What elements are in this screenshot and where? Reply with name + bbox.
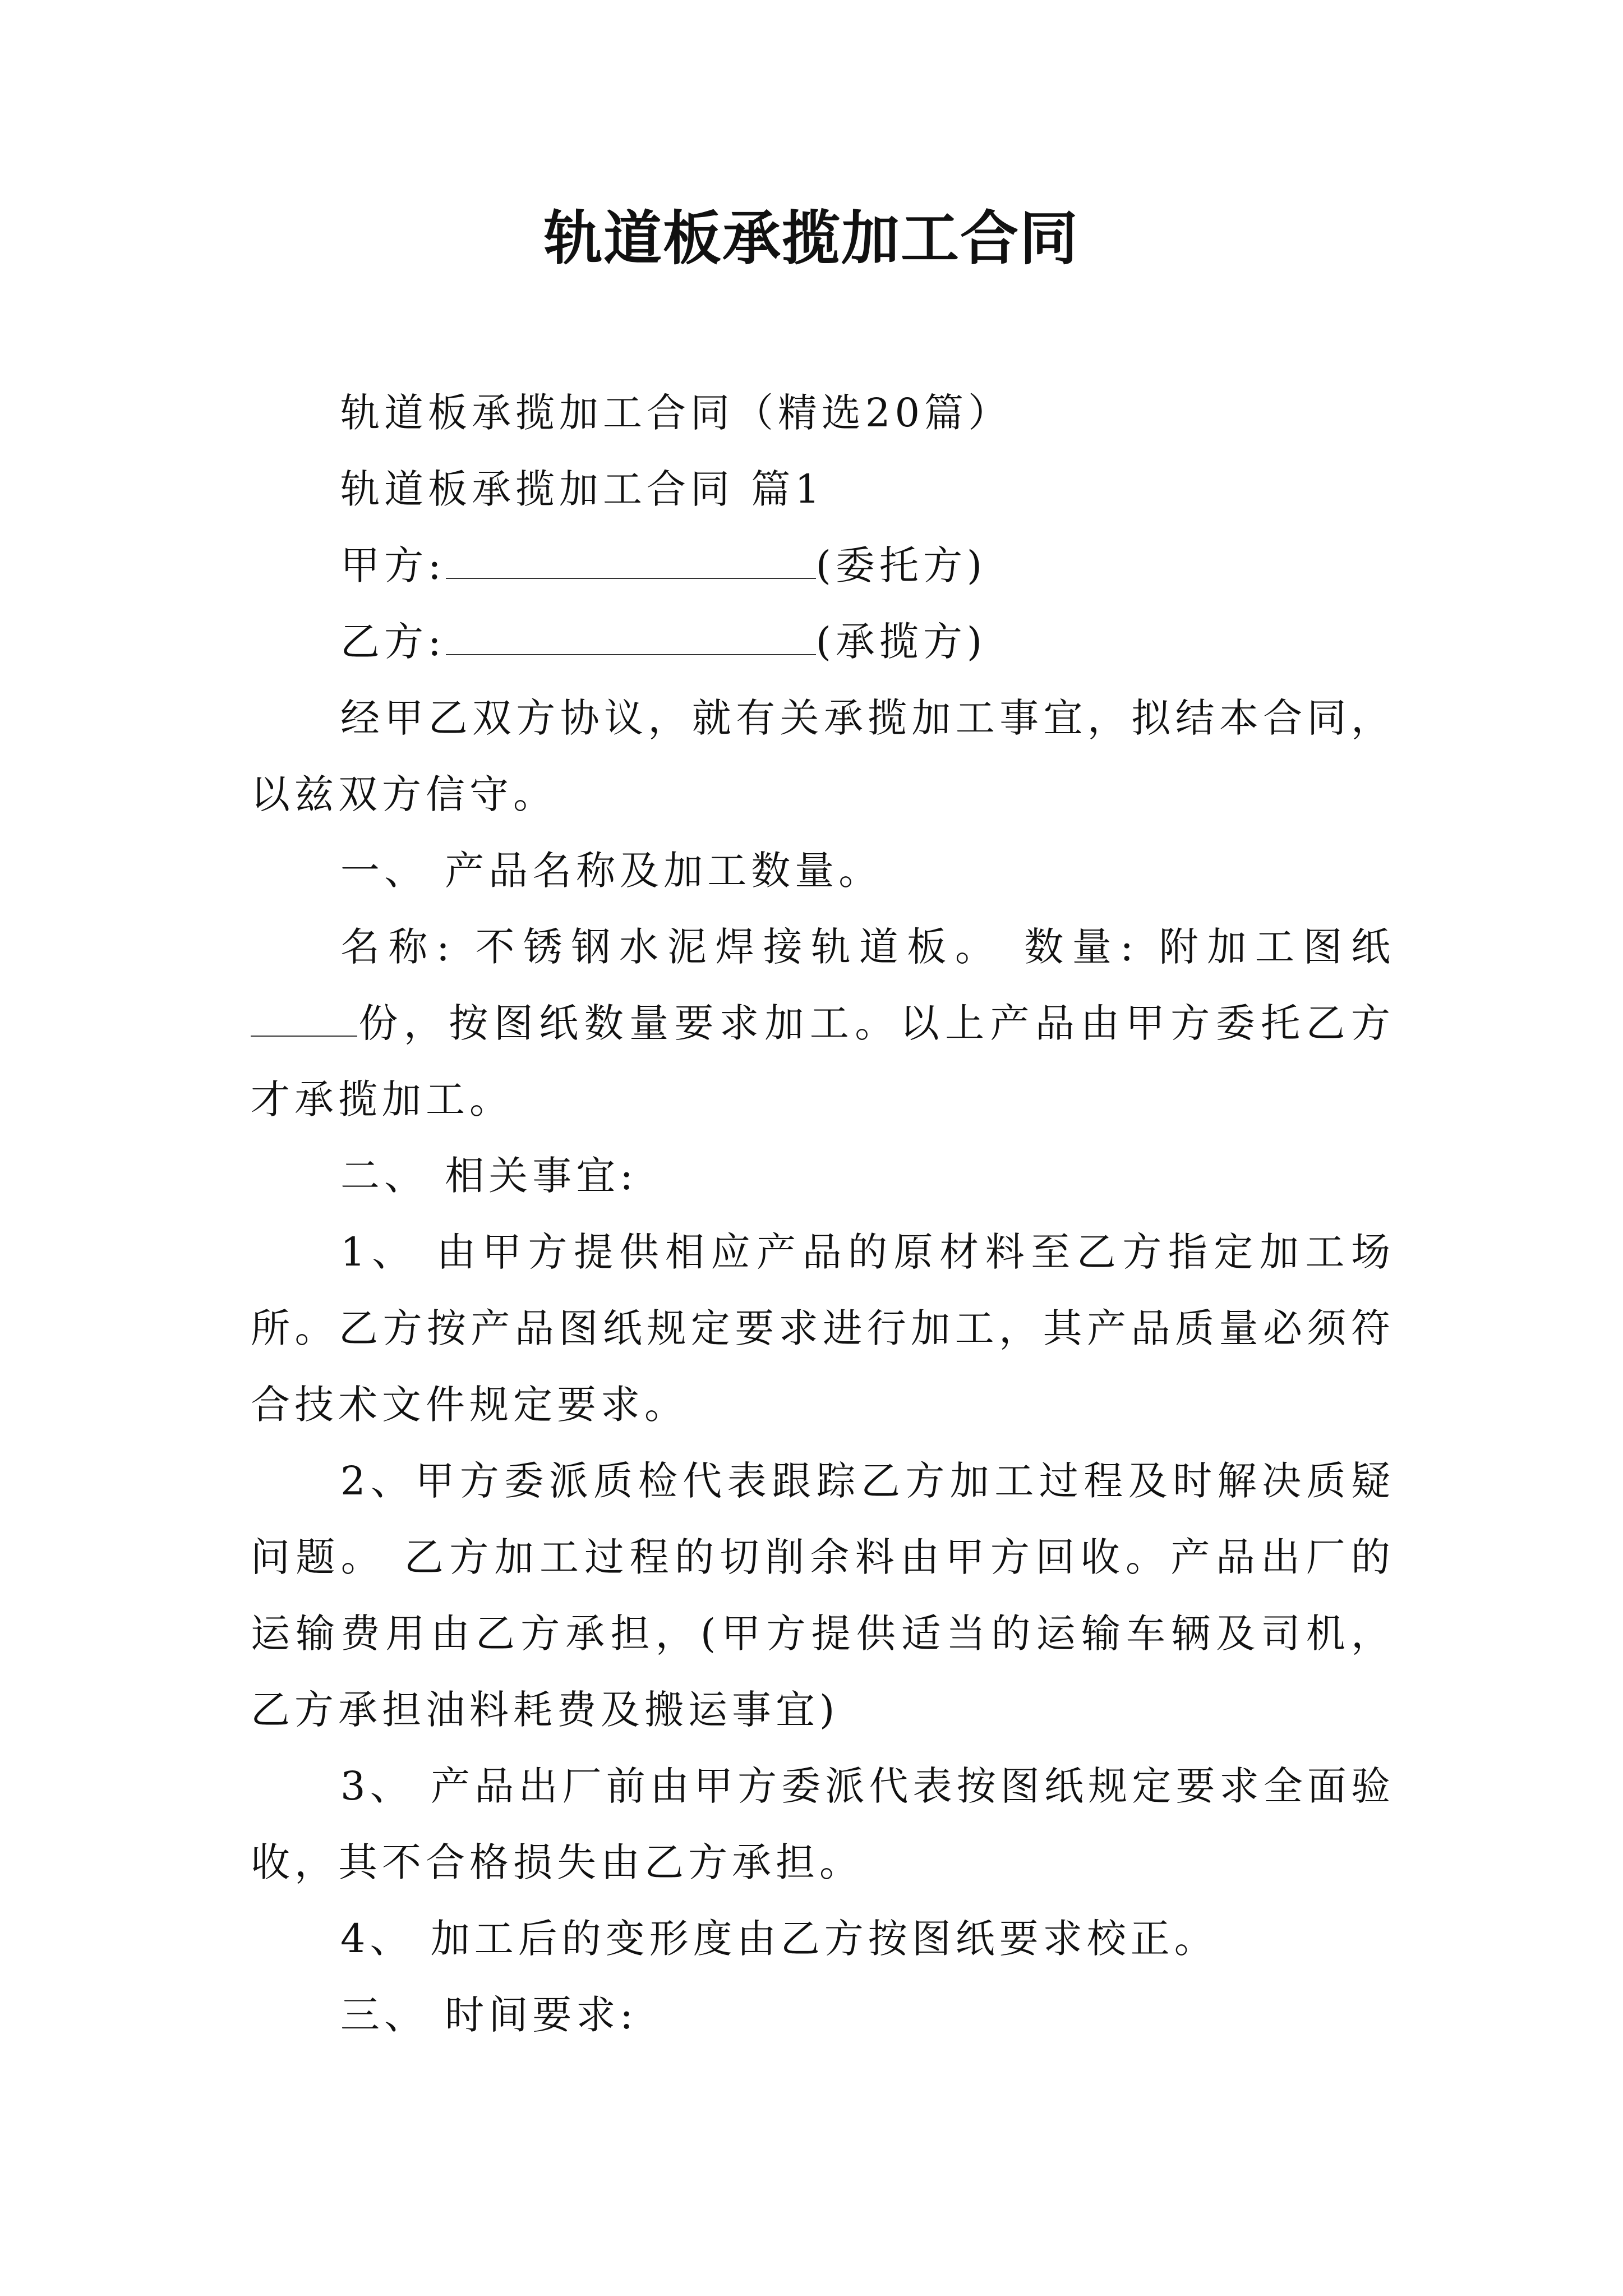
party-a-label: 甲方: <box>340 542 446 588</box>
party-a-blank-line <box>446 544 816 579</box>
quantity-blank-line <box>251 1002 357 1037</box>
paragraph-section-2-heading: 二、 相关事宜: <box>340 1153 638 1199</box>
paragraph-product-name-quantity <box>251 909 1395 1138</box>
paragraph-clause-2: 2、甲方委派质检代表跟踪乙方加工过程及时解决质疑问题。 乙方加工过程的切削余料由甲方回收。产品出厂的运输费用由乙方承担，(甲方提供适当的运输车辆及司机，乙方承担油料耗费及搬运事宜) <box>251 1458 1395 1733</box>
paragraph-section-3-heading: 三、 时间要求: <box>340 1992 638 2038</box>
paragraph-section-1-heading: 一、 产品名称及加工数量。 <box>340 848 883 894</box>
paragraph-clause-1: 1、 由甲方提供相应产品的原材料至乙方指定加工场所。乙方按产品图纸规定要求进行加工，其产品质量必须符合技术文件规定要求。 <box>251 1229 1395 1428</box>
product-name-text: 名称: 不锈钢水泥焊接轨道板。 数量: 附加工图纸 <box>340 924 1395 970</box>
paragraph-preamble: 经甲乙双方协议，就有关承揽加工事宜，拟结本合同，以兹双方信守。 <box>251 695 1395 817</box>
party-b-role: (承揽方) <box>815 619 987 665</box>
paragraph-party-b <box>251 604 1395 680</box>
paragraph-subtitle: 轨道板承揽加工合同（精选20篇） <box>340 390 1012 436</box>
document-body <box>251 375 1395 2053</box>
party-a-role: (委托方) <box>815 542 987 588</box>
paragraph-chapter-heading: 轨道板承揽加工合同 篇1 <box>340 466 824 512</box>
party-b-blank-line <box>446 620 816 655</box>
paragraph-party-a <box>251 527 1395 604</box>
document-title: 轨道板承揽加工合同 <box>543 204 1079 273</box>
product-quantity-text: 份，按图纸数量要求加工。以上产品由甲方委托乙方才承揽加工。 <box>251 1000 1395 1122</box>
paragraph-clause-4: 4、 加工后的变形度由乙方按图纸要求校正。 <box>340 1916 1218 1962</box>
paragraph-clause-3: 3、 产品出厂前由甲方委派代表按图纸规定要求全面验收，其不合格损失由乙方承担。 <box>251 1763 1395 1885</box>
party-b-label: 乙方: <box>340 619 446 665</box>
